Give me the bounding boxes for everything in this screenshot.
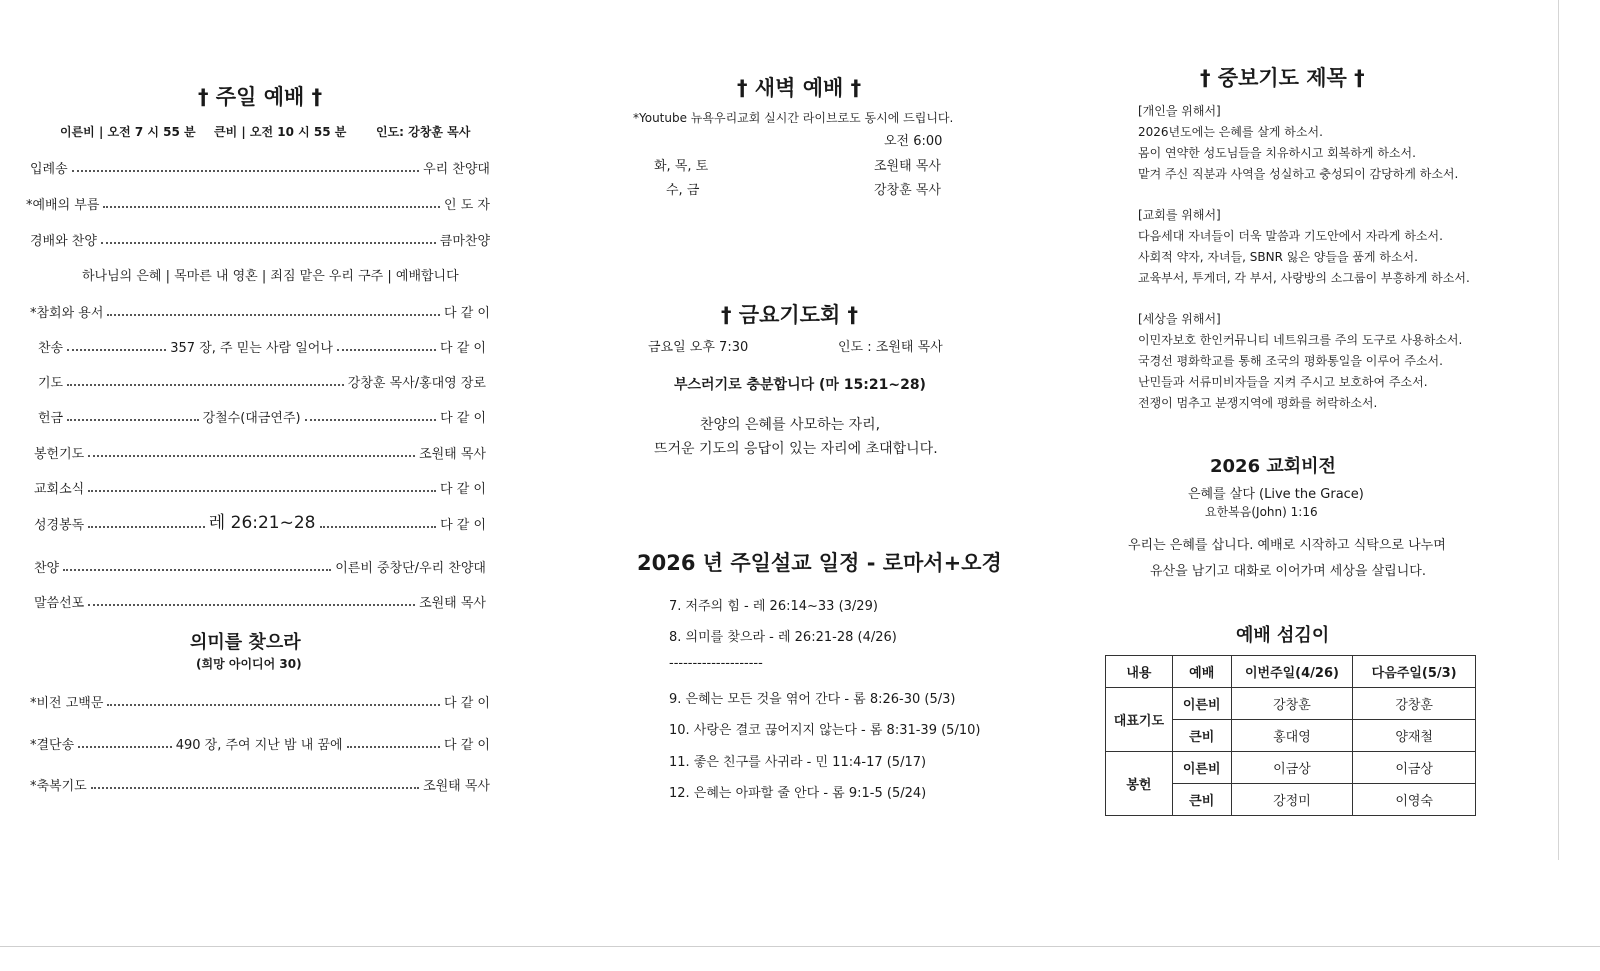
sermon-schedule-item: 11. 좋은 친구를 사귀라 - 민 11:4-17 (5/17) [669, 755, 927, 770]
sermon-title: 의미를 찾으라 [190, 632, 301, 653]
server-cell: 홍대영 [1231, 720, 1353, 752]
table-header-row [1106, 656, 1476, 688]
vision-motto: 은혜를 살다 (Live the Grace) [1188, 487, 1364, 502]
dawn-service-notice: *Youtube 뉴욕우리교회 실시간 라이브로도 동시에 드립니다. [633, 111, 954, 125]
order-item: *결단송 490 장, 주여 지난 밤 내 꿈에 다 같 이 [30, 738, 490, 753]
order-item: *참회와 용서 다 같 이 [30, 306, 490, 321]
order-item: 기도 강창훈 목사/홍대영 장로 [38, 376, 486, 391]
server-cell: 강창훈 [1231, 688, 1353, 720]
prayer-line: 2026년도에는 은혜를 살게 하소서. [1138, 125, 1323, 139]
friday-prayer-theme: 부스러기로 충분합니다 (마 15:21~28) [674, 377, 926, 393]
scan-edge-line [1558, 0, 1559, 860]
order-item: *축복기도 조원태 목사 [30, 779, 490, 794]
dawn-days: 화, 목, 토 [654, 159, 709, 174]
server-cell: 이영숙 [1353, 784, 1476, 816]
table-header: 이번주일(4/26) [1231, 656, 1353, 688]
service-leader: 인도: 강창훈 목사 [376, 125, 471, 139]
sermon-schedule-item: 8. 의미를 찾으라 - 레 26:21-28 (4/26) [669, 630, 897, 645]
prayer-line: 난민들과 서류미비자들을 지켜 주시고 보호하여 주소서. [1138, 375, 1428, 389]
friday-invite-line: 뜨거운 기도의 응답이 있는 자리에 초대합니다. [654, 441, 938, 457]
friday-prayer-title: † 금요기도회 † [721, 303, 859, 327]
order-item: 교회소식 다 같 이 [34, 482, 486, 497]
order-item: 입례송 우리 찬양대 [30, 162, 490, 177]
table-header: 내용 [1106, 656, 1173, 688]
servers-table [1105, 655, 1476, 816]
sermon-schedule-divider: -------------------- [669, 656, 763, 671]
dawn-service-title: † 새벽 예배 † [737, 76, 862, 100]
role-cell: 대표기도 [1106, 688, 1173, 752]
dawn-days: 수, 금 [666, 183, 700, 198]
service-cell: 큰비 [1172, 720, 1231, 752]
table-row [1106, 752, 1476, 784]
friday-prayer-leader: 인도 : 조원태 목사 [838, 340, 943, 355]
main-service-time: 큰비 | 오전 10 시 55 분 [214, 125, 347, 139]
prayer-line: 사회적 약자, 자녀들, SBNR 잃은 양들을 품게 하소서. [1138, 250, 1418, 264]
server-cell: 이금상 [1231, 752, 1353, 784]
vision-verse: 요한복음(John) 1:16 [1205, 505, 1318, 519]
table-row [1106, 688, 1476, 720]
prayer-line: 교육부서, 투게더, 각 부서, 사랑방의 소그룹이 부흥하게 하소서. [1138, 271, 1470, 285]
order-item: 찬양 이른비 중창단/우리 찬양대 [34, 561, 486, 576]
prayer-line: 맡겨 주신 직분과 사역을 성실하고 충성되이 감당하게 하소서. [1138, 167, 1459, 181]
vision-statement: 우리는 은혜를 삽니다. 예배로 시작하고 식탁으로 나누며 [1128, 538, 1446, 553]
sermon-schedule-item: 9. 은혜는 모든 것을 엮어 간다 - 롬 8:26-30 (5/3) [669, 692, 956, 707]
table-header: 예배 [1172, 656, 1231, 688]
order-item: 찬송 357 장, 주 믿는 사람 일어나 다 같 이 [38, 341, 486, 356]
dawn-leader: 조원태 목사 [874, 159, 941, 174]
sermon-schedule-item: 7. 저주의 힘 - 레 26:14~33 (3/29) [669, 599, 878, 614]
early-service-time: 이른비 | 오전 7 시 55 분 [60, 125, 196, 139]
order-item: 말씀선포 조원태 목사 [34, 596, 486, 611]
servers-title: 예배 섬김이 [1236, 625, 1330, 646]
service-cell: 이른비 [1172, 752, 1231, 784]
prayer-line: 몸이 연약한 성도님들을 치유하시고 회복하게 하소서. [1138, 146, 1416, 160]
dawn-leader: 강창훈 목사 [874, 183, 941, 198]
order-item: 봉헌기도 조원태 목사 [34, 447, 486, 462]
prayer-group-heading: [개인을 위해서] [1138, 104, 1221, 118]
praise-song-list: 하나님의 은혜 | 목마른 내 영혼 | 죄짐 맡은 우리 구주 | 예배합니다 [82, 269, 459, 284]
order-item: *예배의 부름 인 도 자 [26, 198, 490, 213]
service-cell: 이른비 [1172, 688, 1231, 720]
prayer-line: 국경선 평화학교를 통해 조국의 평화통일을 이루어 주소서. [1138, 354, 1443, 368]
sunday-service-title: † 주일 예배 † [198, 85, 323, 109]
sermon-schedule-item: 12. 은혜는 아파할 줄 안다 - 롬 9:1-5 (5/24) [669, 786, 927, 801]
sermon-schedule-title: 2026 년 주일설교 일정 - 로마서+오경 [637, 551, 1002, 575]
server-cell: 강창훈 [1353, 688, 1476, 720]
friday-prayer-time: 금요일 오후 7:30 [648, 340, 749, 355]
friday-invite-line: 찬양의 은혜를 사모하는 자리, [700, 417, 881, 433]
sermon-subtitle: (희망 아이디어 30) [196, 657, 302, 671]
server-cell: 강정미 [1231, 784, 1353, 816]
dawn-service-time: 오전 6:00 [884, 134, 943, 149]
prayer-line: 이민자보호 한인커뮤니티 네트워크를 주의 도구로 사용하소서. [1138, 333, 1463, 347]
prayer-line: 다음세대 자녀들이 더욱 말씀과 기도안에서 자라게 하소서. [1138, 229, 1443, 243]
order-item: 경배와 찬양 큼마찬양 [30, 234, 490, 249]
role-cell: 봉헌 [1106, 752, 1173, 816]
vision-title: 2026 교회비전 [1210, 456, 1336, 477]
order-item: 헌금 강철수(대금연주) 다 같 이 [38, 411, 487, 426]
table-header: 다음주일(5/3) [1353, 656, 1476, 688]
service-cell: 큰비 [1172, 784, 1231, 816]
intercession-title: † 중보기도 제목 † [1200, 66, 1365, 90]
vision-statement: 유산을 남기고 대화로 이어가며 세상을 살립니다. [1150, 564, 1426, 579]
server-cell: 이금상 [1353, 752, 1476, 784]
sermon-schedule-item: 10. 사랑은 결코 끊어지지 않는다 - 롬 8:31-39 (5/10) [669, 723, 981, 738]
prayer-line: 전쟁이 멈추고 분쟁지역에 평화를 허락하소서. [1138, 396, 1378, 410]
order-item: 성경봉독 레 26:21~28 다 같 이 [34, 513, 487, 533]
server-cell: 양재철 [1353, 720, 1476, 752]
prayer-group-heading: [교회를 위해서] [1138, 208, 1221, 222]
scan-bottom-line [0, 946, 1600, 947]
prayer-group-heading: [세상을 위해서] [1138, 312, 1221, 326]
order-item: *비전 고백문 다 같 이 [30, 696, 490, 711]
